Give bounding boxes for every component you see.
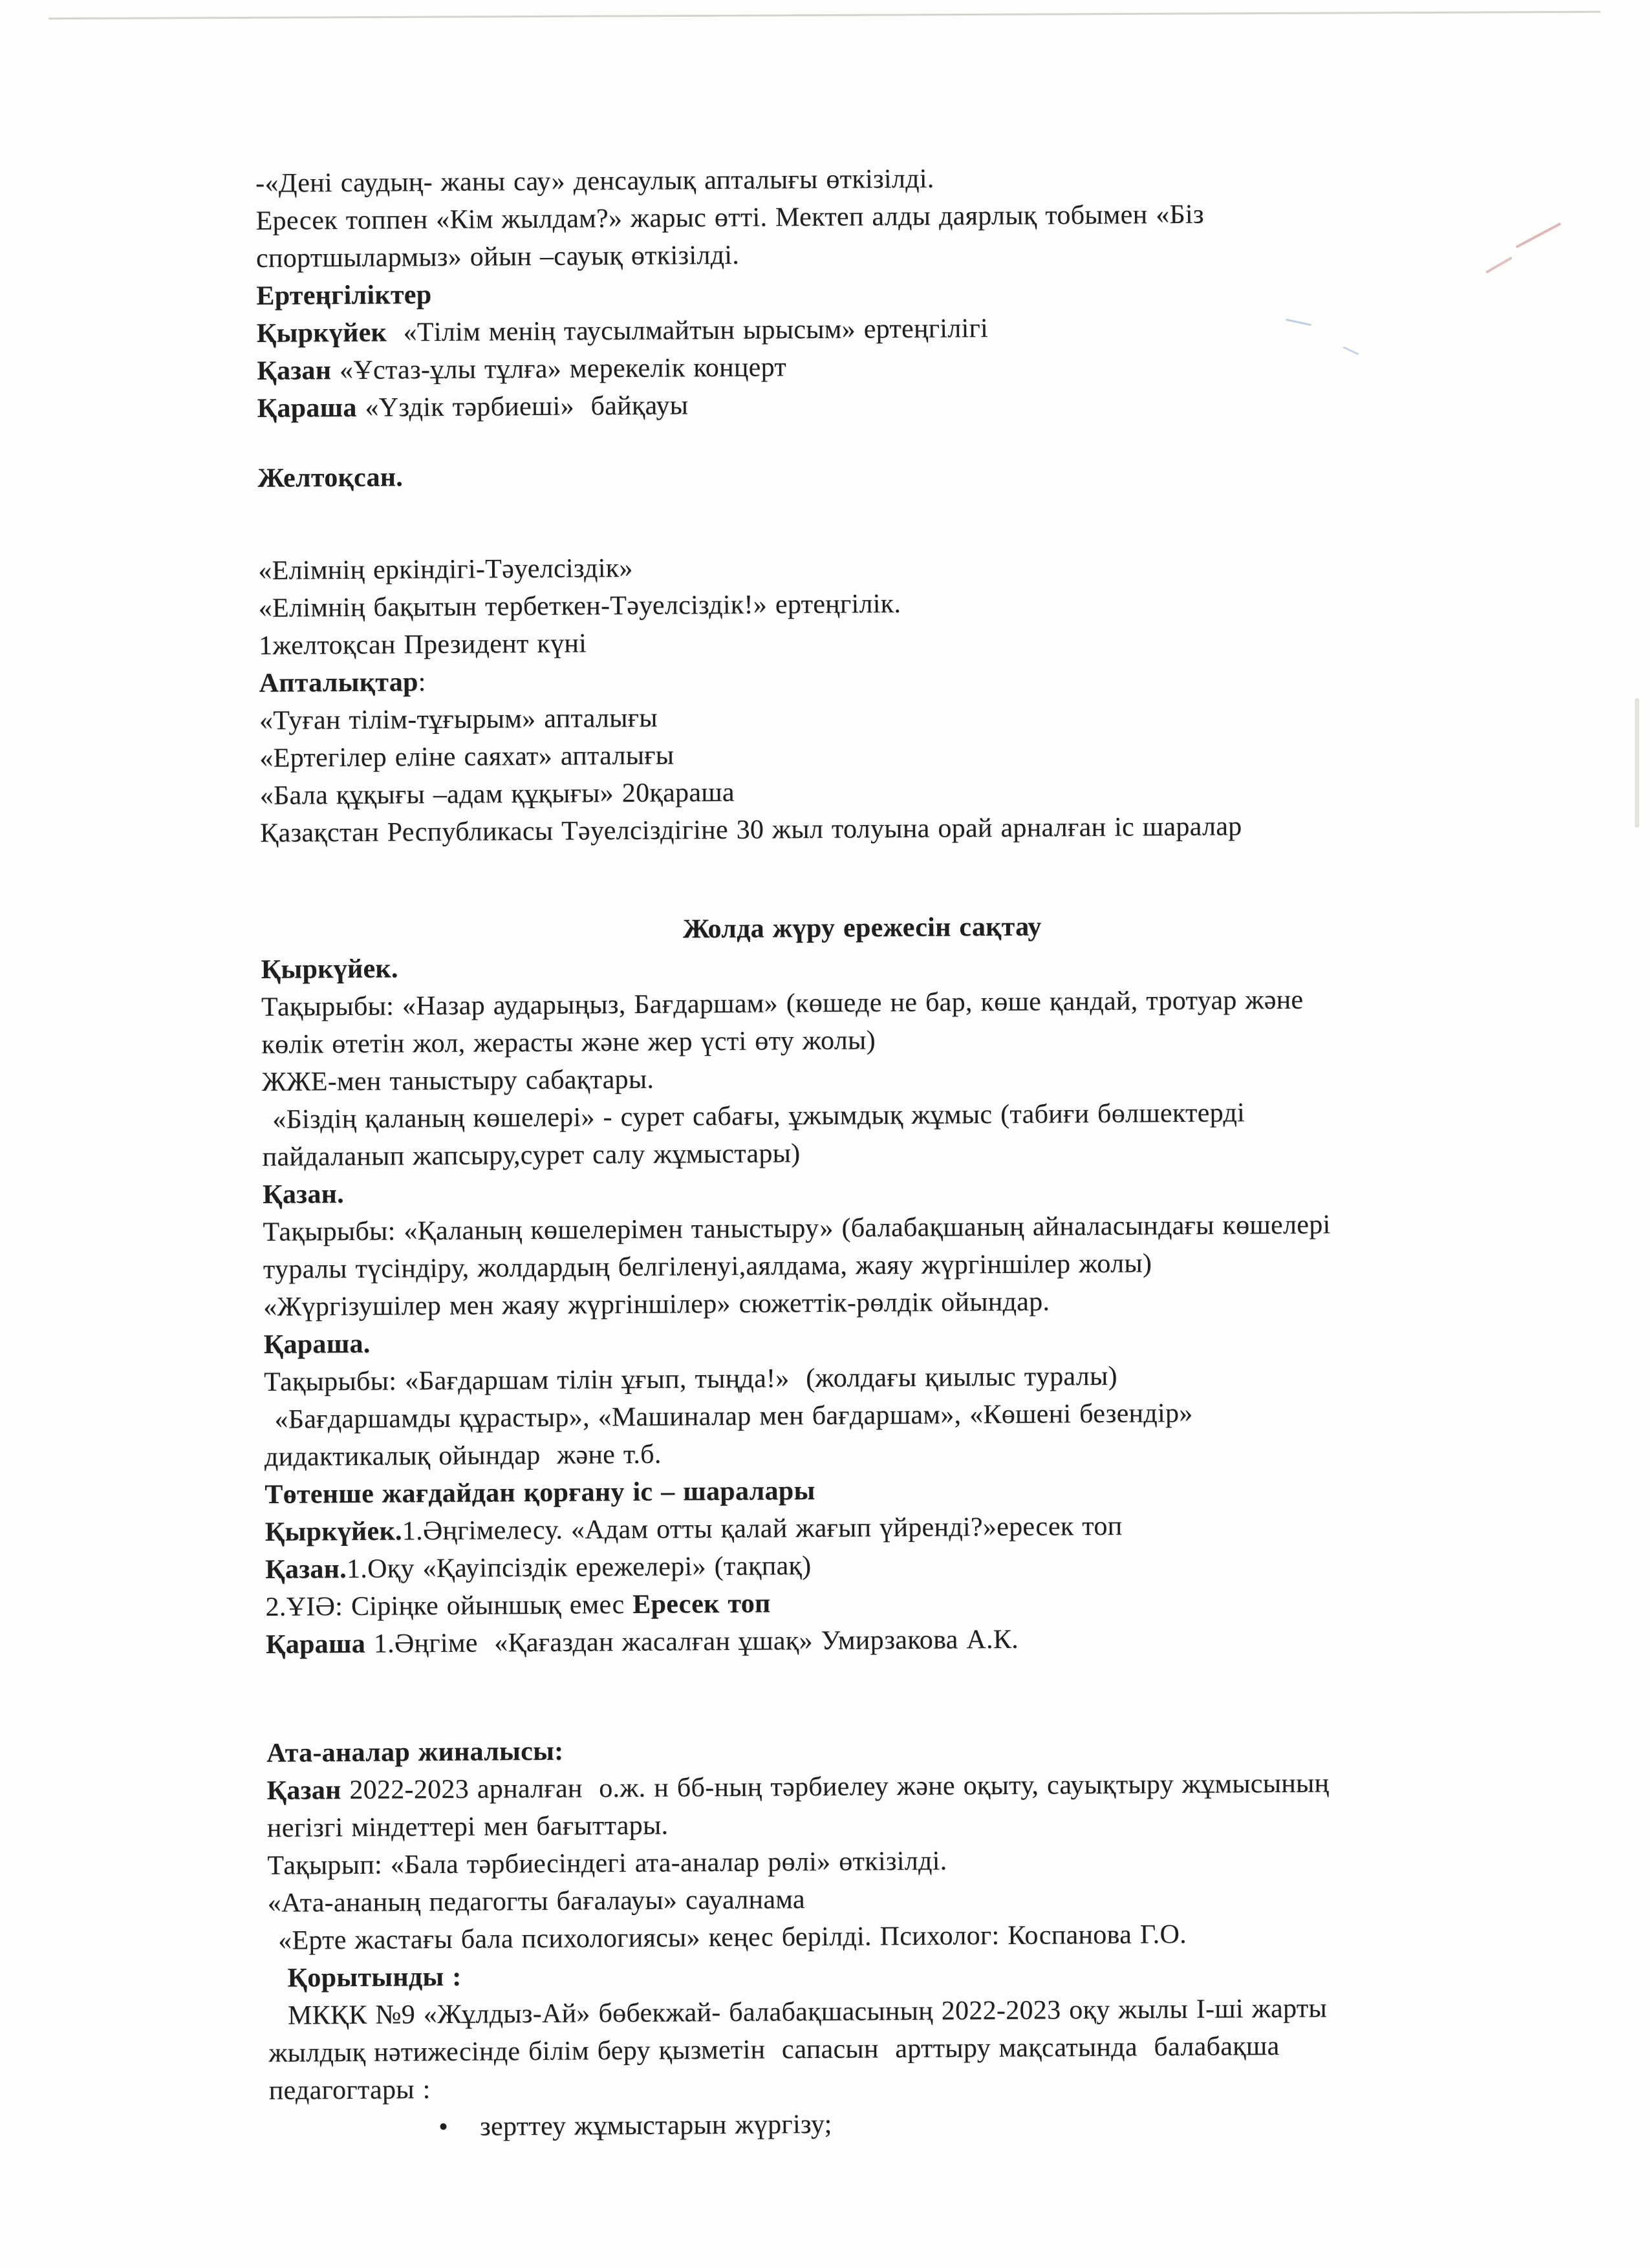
text-segment: негізгі міндеттері мен бағыттары.: [266, 1810, 669, 1843]
text-segment: Ата-аналар жиналысы:: [266, 1736, 564, 1768]
section-december-heading: [257, 451, 1460, 497]
text-segment: Ересек топ: [632, 1589, 771, 1620]
text-segment: дидактикалық ойындар және т.б.: [264, 1439, 662, 1472]
text-segment: туралы түсіндіру, жолдардың белгіленуі,аялдама, жаяу жүргіншілер жолы): [263, 1248, 1152, 1285]
text-segment: педагогтары :: [268, 2075, 431, 2106]
text-segment: «Ерте жастағы бала психологиясы» кеңес берілді. Психолог: Коспанова Г.О.: [278, 1920, 1187, 1956]
text-line: [257, 381, 1460, 427]
text-segment: 1.Оқу «Қауіпсіздік ережелері» (тақпақ): [346, 1551, 812, 1585]
text-segment: Апталықтар: [259, 667, 418, 698]
section-conclusion: [268, 1951, 1472, 2110]
scan-artifact-page-edge-line: [48, 11, 1600, 19]
text-segment: «Елімнің бақытын тербеткен-Тәуелсіздік!» ертеңгілік.: [258, 589, 901, 623]
text-line: [257, 451, 1460, 497]
text-segment: «Тілім менің таусылмайтын ырысым» ертеңгілігі: [386, 314, 989, 348]
document-content: [255, 156, 1472, 2147]
text-line: [260, 806, 1463, 852]
text-segment: Қазақстан Республикасы Тәуелсіздігіне 30 жыл толуына орай арналған іс шаралар: [260, 811, 1242, 848]
section-independence: [258, 544, 1463, 852]
text-segment: 2022-2023 арналған о.ж. н бб-ның тәрбиелеу және оқыту, сауықтыру жұмысының: [341, 1768, 1330, 1806]
text-segment: Қазан.: [265, 1554, 347, 1585]
text-segment: «Туған тілім-тұғырым» апталығы: [259, 703, 658, 736]
text-segment: көлік өтетін жол, жерасты және жер үсті өту жолы): [261, 1025, 876, 1060]
text-segment: «Ата-ананың педагогты бағалауы» сауалнама: [267, 1885, 806, 1918]
text-segment: Тақырып: «Бала тәрбиесіндегі ата-аналар рөлі» өткізілді.: [267, 1846, 947, 1881]
text-segment: пайдаланып жапсыру,сурет салу жұмыстары): [262, 1139, 801, 1172]
text-segment: ЖЖЕ-мен таныстыру сабақтары.: [261, 1064, 654, 1097]
text-segment: Қыркүйек: [256, 317, 387, 348]
text-segment: Ересек топпен «Кім жылдам?» жарыс өтті. Мектеп алды даярлық тобымен «Біз: [255, 199, 1204, 236]
section-road-rules: [261, 943, 1469, 1664]
text-segment: «Жүргізушілер мен жаяу жүргіншілер» сюжеттік-рөлдік ойындар.: [263, 1287, 1050, 1322]
text-segment: «Үздік тәрбиеші» байқауы: [356, 390, 689, 423]
text-segment: жылдық нәтижесінде білім беру қызметін сапасын арттыру мақсатында балабақша: [268, 2031, 1280, 2068]
text-line: [269, 2101, 1472, 2147]
text-segment: Төтенше жағдайдан қорғану іс – шаралары: [264, 1476, 815, 1510]
text-segment: Қараша.: [263, 1329, 371, 1360]
text-segment: «Ертегілер еліне саяхат» апталығы: [259, 740, 674, 773]
text-segment: -«Дені саудың- жаны сау» денсаулық апталығы өткізілді.: [255, 164, 934, 198]
text-segment: Тақырыбы: «Назар аударыңыз, Бағдаршам» (көшеде не бар, көше қандай, тротуар және: [261, 985, 1304, 1022]
text-segment: Қараша: [257, 392, 357, 423]
text-segment: Қорытынды :: [287, 1962, 462, 1993]
text-line: [266, 1618, 1469, 1664]
text-segment: «Бағдаршамды құрастыр», «Машиналар мен бағдаршам», «Көшені безендір»: [274, 1398, 1193, 1435]
text-segment: 2.ҰІӘ: Сіріңке ойыншық емес: [265, 1589, 633, 1622]
text-segment: Тақырыбы: «Бағдаршам тілін ұғып, тыңда!» (жолдағы қиылыс туралы): [263, 1361, 1118, 1397]
text-segment: 1.Әңгімелесу. «Адам отты қалай жағып үйренді?»ересек топ: [402, 1511, 1123, 1546]
scan-artifact-right-edge-smudge: [1635, 698, 1639, 828]
text-segment: «Ұстаз-ұлы тұлға» мерекелік концерт: [331, 352, 787, 386]
text-segment: Қыркүйек.: [264, 1516, 402, 1547]
text-segment: МКҚК №9 «Жұлдыз-Ай» бөбекжай- балабақшасының 2022-2023 оқу жылы І-ші жарты: [287, 1993, 1328, 2031]
text-segment: Қазан: [257, 356, 332, 386]
text-segment: «Бала құқығы –адам құқығы» 20қараша: [259, 777, 735, 811]
text-segment: «Елімнің еркіндігі-Тәуелсіздік»: [258, 553, 633, 586]
bullet-icon: •: [438, 2112, 449, 2143]
text-segment: Ертеңгіліктер: [256, 280, 432, 311]
text-segment: 1желтоқсан Президент күні: [259, 628, 587, 661]
section-weekly-events: [255, 156, 1460, 427]
text-segment: 1.Әңгіме «Қағаздан жасалған ұшақ» Умирзакова А.К.: [365, 1624, 1019, 1659]
text-segment: Қазан.: [262, 1179, 345, 1210]
text-segment: Қараша: [265, 1629, 366, 1660]
scan-artifact-pink-scratch-1: [1516, 222, 1562, 248]
text-segment: Қазан: [266, 1775, 341, 1806]
text-segment: спортшылармыз» ойын –сауық өткізілді.: [255, 240, 740, 273]
section-action-list: [269, 2101, 1472, 2147]
section-parents-meeting: [266, 1726, 1471, 1960]
text-segment: Қыркүйек.: [261, 954, 398, 985]
text-segment: Желтоқсан.: [257, 462, 404, 493]
text-segment: Тақырыбы: «Қаланың көшелерімен таныстыру» (балабақшаның айналасындағы көшелері: [263, 1210, 1331, 1247]
text-segment: «Біздің қаланың көшелері» - сурет сабағы, ұжымдық жұмыс (табиғи бөлшектерді: [272, 1098, 1245, 1135]
text-segment: зерттеу жұмыстарын жүргізу;: [480, 2109, 832, 2142]
scan-artifact-pink-scratch-2: [1485, 257, 1513, 273]
text-segment: :: [418, 667, 426, 698]
text-segment: Жолда жүру ережесін сақтау: [682, 912, 1042, 945]
